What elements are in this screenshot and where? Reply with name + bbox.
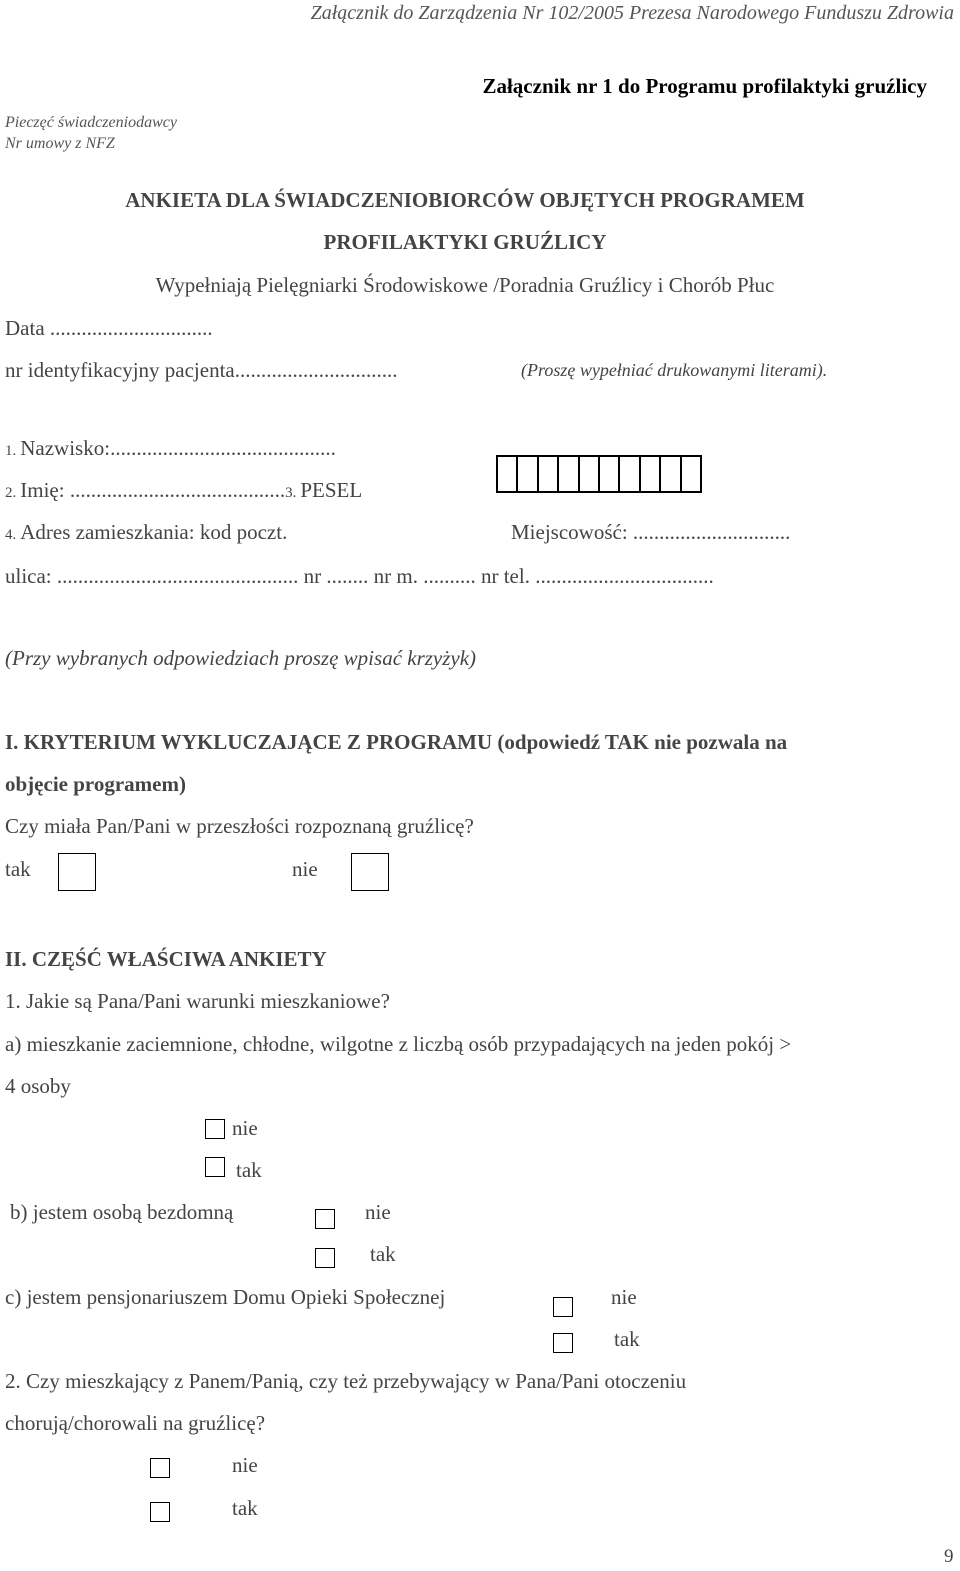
patient-id-field: nr identyfikacyjny pacjenta............................... bbox=[5, 358, 398, 382]
q2-yes-label: tak bbox=[232, 1496, 258, 1520]
address-label: Adres zamieszkania: kod poczt. bbox=[20, 520, 288, 544]
question-2: 2. Czy mieszkający z Panem/Panią, czy też przebywający w Pana/Pani otoczeniu bbox=[5, 1369, 687, 1393]
q1b-no-checkbox[interactable] bbox=[315, 1209, 335, 1229]
q1c-no-checkbox[interactable] bbox=[553, 1297, 573, 1317]
name-field bbox=[5, 478, 362, 502]
q1a-no-label: nie bbox=[232, 1116, 258, 1140]
surname-label: Nazwisko:........................................... bbox=[20, 436, 336, 460]
section1-heading-line2: objęcie programem) bbox=[5, 772, 186, 796]
instruction: (Przy wybranych odpowiedziach proszę wpisać krzyżyk) bbox=[5, 646, 477, 670]
section1-heading: I. KRYTERIUM WYKLUCZAJĄCE Z PROGRAMU (odpowiedź TAK nie pozwala na bbox=[5, 730, 788, 754]
survey-title: ANKIETA DLA ŚWIADCZENIOBIORCÓW OBJĘTYCH PROGRAMEM bbox=[125, 188, 805, 212]
q1c-yes-label: tak bbox=[614, 1327, 640, 1351]
street-field: ulica: .............................................. nr ........ nr m. .......... nr tel. .................................. bbox=[5, 564, 714, 588]
pesel-digit-box[interactable] bbox=[580, 457, 600, 491]
question-1: 1. Jakie są Pana/Pani warunki mieszkaniowe? bbox=[5, 989, 390, 1013]
survey-title-line2: PROFILAKTYKI GRUŹLICY bbox=[323, 230, 607, 254]
survey-subtitle: Wypełniają Pielęgniarki Środowiskowe /Poradnia Gruźlicy i Chorób Płuc bbox=[155, 273, 775, 297]
regulation-header: Załącznik do Zarządzenia Nr 102/2005 Prezesa Narodowego Funduszu Zdrowia bbox=[310, 2, 954, 24]
question-1a-line2: 4 osoby bbox=[5, 1074, 71, 1098]
section1-no-label: nie bbox=[292, 857, 318, 881]
section1-no-checkbox[interactable] bbox=[351, 853, 389, 891]
pesel-digit-box[interactable] bbox=[539, 457, 559, 491]
q1c-yes-checkbox[interactable] bbox=[553, 1333, 573, 1353]
q1b-no-label: nie bbox=[365, 1200, 391, 1224]
q1a-yes-checkbox[interactable] bbox=[205, 1157, 225, 1177]
section2-heading: II. CZĘŚĆ WŁAŚCIWA ANKIETY bbox=[5, 947, 327, 971]
name-label: Imię: ......................................... bbox=[20, 478, 286, 502]
pesel-digit-box[interactable] bbox=[661, 457, 681, 491]
q1b-yes-label: tak bbox=[370, 1242, 396, 1266]
attachment-title: Załącznik nr 1 do Programu profilaktyki gruźlicy bbox=[482, 74, 927, 98]
city-field: Miejscowość: .............................. bbox=[511, 520, 791, 544]
section1-yes-checkbox[interactable] bbox=[58, 853, 96, 891]
address-field bbox=[5, 520, 287, 544]
pesel-digit-box[interactable] bbox=[682, 457, 702, 491]
address-number: 4. bbox=[5, 527, 17, 543]
section1-yes-label: tak bbox=[5, 857, 31, 881]
surname-field bbox=[5, 436, 336, 460]
q2-no-label: nie bbox=[232, 1453, 258, 1477]
pesel-digit-box[interactable] bbox=[600, 457, 620, 491]
q1a-yes-label: tak bbox=[236, 1158, 262, 1182]
question-1c: c) jestem pensjonariuszem Domu Opieki Społecznej bbox=[5, 1285, 446, 1309]
q1c-no-label: nie bbox=[611, 1285, 637, 1309]
pesel-label: PESEL bbox=[300, 478, 363, 502]
q1a-no-checkbox[interactable] bbox=[205, 1119, 225, 1139]
pesel-digit-box[interactable] bbox=[498, 457, 518, 491]
pesel-boxes[interactable] bbox=[496, 455, 702, 493]
section1-question: Czy miała Pan/Pani w przeszłości rozpoznaną gruźlicę? bbox=[5, 814, 474, 838]
name-number: 2. bbox=[5, 485, 17, 501]
surname-number: 1. bbox=[5, 443, 17, 459]
print-letters-note: (Proszę wypełniać drukowanymi literami). bbox=[521, 360, 828, 380]
pesel-digit-box[interactable] bbox=[641, 457, 661, 491]
q2-no-checkbox[interactable] bbox=[150, 1458, 170, 1478]
page-number: 9 bbox=[944, 1546, 954, 1567]
q2-yes-checkbox[interactable] bbox=[150, 1502, 170, 1522]
pesel-number: 3. bbox=[285, 485, 297, 501]
pesel-digit-box[interactable] bbox=[518, 457, 538, 491]
question-2-line2: chorują/chorowali na gruźlicę? bbox=[5, 1411, 266, 1435]
pesel-digit-box[interactable] bbox=[559, 457, 579, 491]
pesel-digit-box[interactable] bbox=[620, 457, 640, 491]
stamp-label: Pieczęć świadczeniodawcy bbox=[5, 114, 177, 131]
date-field: Data ............................... bbox=[5, 316, 213, 340]
question-1a: a) mieszkanie zaciemnione, chłodne, wilgotne z liczbą osób przypadających na jeden pokój > bbox=[5, 1032, 792, 1056]
contract-number-label: Nr umowy z NFZ bbox=[5, 135, 115, 152]
question-1b: b) jestem osobą bezdomną bbox=[10, 1200, 234, 1224]
q1b-yes-checkbox[interactable] bbox=[315, 1248, 335, 1268]
